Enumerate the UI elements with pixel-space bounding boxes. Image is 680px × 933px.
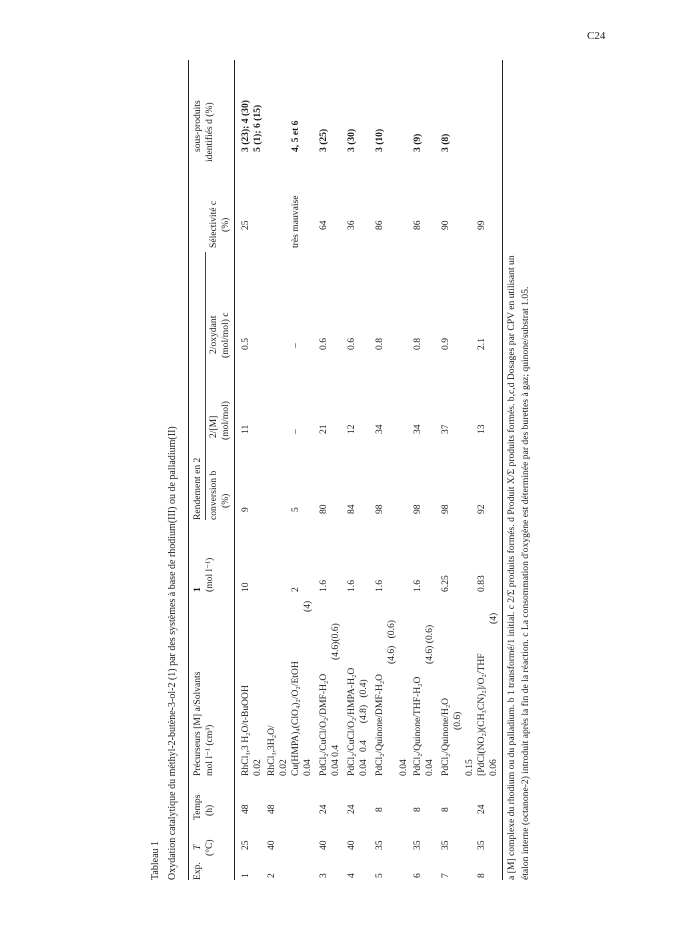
cell-conversion: 84: [346, 504, 357, 514]
header-oxydant-unit: (mol/mol) c: [220, 312, 231, 358]
cell-precurseur-conc: 0.04 0.4: [330, 744, 341, 776]
header-exp: Exp.: [192, 862, 203, 880]
header-selectivite: Sélectivité c: [208, 200, 219, 248]
cell-precurseur-conc: 0.06: [488, 759, 499, 776]
cell-conversion: 92: [476, 504, 487, 514]
cell-oxydant: 0.5: [240, 338, 251, 350]
cell-2m: 34: [412, 424, 423, 434]
cell-precurseur-conc: 0.04 0.4 (4.8) (0.4): [358, 679, 369, 776]
header-selectivite-unit: (%): [220, 217, 231, 232]
header-oxydant: 2/oxydant: [208, 315, 219, 354]
cell-precurseur: PdCl₂/Quinone/DMF-H₂O: [374, 673, 385, 776]
cell-precurseur-vol: (4): [302, 600, 313, 612]
cell-sous-produits: 4, 5 et 6: [290, 120, 301, 152]
cell-precurseur: PdCl₂/CuCl/O₂/DMF-H₂O: [318, 673, 329, 776]
cell-precurseur: [PdCl(NO₂)(CH₃CN)₂]/O₂/THF: [476, 653, 487, 776]
cell-selectivite: 25: [240, 220, 251, 230]
header-2m-unit: (mol/mol): [220, 401, 231, 440]
cell-temps: 24: [476, 804, 487, 814]
cell-precurseur-vol: (4.6) (0.6): [424, 624, 435, 664]
cell-t: 35: [412, 840, 423, 850]
cell-2m: 21: [318, 424, 329, 434]
footnote: étalon interne (octanone-2) introduit après la fin de la réaction. c La consommation d'oxygène est déterminée par des burettes à gaz; quinone/substrat 1.05.: [520, 286, 531, 880]
cell-2m: 11: [240, 424, 251, 434]
header-conversion-unit: (%): [220, 493, 231, 508]
page-number: C24: [587, 30, 606, 42]
cell-temps: 8: [412, 807, 423, 812]
cell-exp: 3: [318, 873, 329, 878]
cell-sous-produits: 3 (30): [346, 128, 357, 152]
cell-selectivite: 99: [476, 220, 487, 230]
cell-conversion: 9: [240, 507, 251, 512]
cell-one: 0.83: [476, 575, 487, 592]
header-t-unit: (°C): [204, 839, 215, 856]
cell-temps: 24: [346, 804, 357, 814]
cell-exp: 1: [240, 873, 251, 878]
header-rule: [234, 60, 235, 880]
cell-temps: 48: [240, 804, 251, 814]
cell-sous-produits: 3 (25): [318, 128, 329, 152]
cell-selectivite: 86: [374, 220, 385, 230]
cell-one: 1.6: [346, 580, 357, 592]
cell-t: 35: [440, 840, 451, 850]
cell-exp: 5: [374, 873, 385, 878]
cell-t: 35: [476, 840, 487, 850]
table-label: Tableau 1: [150, 840, 161, 880]
cell-exp: 6: [412, 873, 423, 878]
cell-temps: 8: [440, 807, 451, 812]
cell-precurseur-conc: 0.04: [302, 759, 313, 776]
cell-2m: 37: [440, 424, 451, 434]
cell-one: 6.25: [440, 575, 451, 592]
cell-precurseur: PdCl₂/CuCl/O₂/HMPA-H₂O: [346, 667, 357, 776]
header-sous-produits: sous-produits: [192, 100, 203, 152]
cell-oxydant: 0.6: [318, 338, 329, 350]
cell-selectivite: 90: [440, 220, 451, 230]
cell-conversion: 5: [290, 507, 301, 512]
cell-sous-produits: 3 (9): [412, 133, 423, 152]
cell-temps: 24: [318, 804, 329, 814]
cell-conversion: 98: [374, 504, 385, 514]
cell-oxydant: 0.6: [346, 338, 357, 350]
cell-conversion: 80: [318, 504, 329, 514]
cell-exp: 4: [346, 873, 357, 878]
table-caption: Oxydation catalytique du méthyl-2-butène-3-ol-2 (1) par des systèmes à base de rhodium(III) ou de palladium(II): [167, 426, 178, 880]
cell-temps: 48: [266, 804, 277, 814]
cell-2m: 13: [476, 424, 487, 434]
bottom-rule: [502, 60, 503, 880]
cell-one: 10: [240, 582, 251, 592]
header-temps: Temps: [192, 794, 203, 820]
rotated-table-block: [150, 60, 531, 880]
cell-t: 40: [318, 840, 329, 850]
cell-precurseur-vol: (4.6) (0.6): [386, 620, 397, 664]
cell-precurseur-conc: 0.02: [278, 759, 289, 776]
cell-2m: –: [290, 429, 301, 434]
cell-t: 25: [240, 840, 251, 850]
cell-one: 1.6: [412, 580, 423, 592]
cell-precurseur-conc: 0.02: [252, 759, 263, 776]
cell-oxydant: 0.8: [374, 338, 385, 350]
cell-exp: 2: [266, 873, 277, 878]
cell-t: 35: [374, 840, 385, 850]
cell-selectivite: 64: [318, 220, 329, 230]
cell-one: 1.6: [374, 580, 385, 592]
cell-precurseur-vol: (0.6): [452, 711, 463, 730]
cell-precurseur: RhCl₃,3H₂O/: [266, 725, 277, 776]
header-sous-produits-unit: identifiés d (%): [204, 102, 215, 162]
cell-precurseur-conc: 0.15: [464, 759, 475, 776]
header-one: 1: [192, 587, 203, 592]
cell-precurseur: RhCl₃,3 H₂O/t-BuOOH: [240, 685, 251, 776]
cell-exp: 7: [440, 873, 451, 878]
top-rule: [188, 60, 189, 880]
header-rendement: Rendement en 2: [192, 457, 203, 520]
cell-2m: 34: [374, 424, 385, 434]
cell-precurseur: PdCl₂/Quinone/THF-H₂O: [412, 676, 423, 776]
cell-precurseur-vol: (4.6)(0.6): [330, 623, 341, 660]
cell-oxydant: 2.1: [476, 338, 487, 350]
cell-sous-produits: 3 (23); 4 (30): [240, 100, 251, 152]
cell-precurseur-vol: (4): [488, 612, 499, 624]
cell-precurseur-conc: 0.04: [424, 759, 435, 776]
cell-selectivite: très mauvaise: [290, 195, 301, 248]
cell-t: 40: [266, 840, 277, 850]
cell-temps: 8: [374, 807, 385, 812]
cell-one: 2: [290, 587, 301, 592]
cell-selectivite: 36: [346, 220, 357, 230]
cell-selectivite: 86: [412, 220, 423, 230]
cell-precurseur: Cu(HMPA)₄(ClO₄)₂/O₂/EtOH: [290, 661, 301, 776]
cell-t: 40: [346, 840, 357, 850]
header-t: T: [192, 844, 203, 850]
cell-sous-produits: 3 (10): [374, 128, 385, 152]
header-precurseurs-unit: mol l⁻¹ (cm³): [204, 724, 215, 776]
header-precurseurs: Précurseurs [M] a/Solvants: [192, 671, 203, 776]
header-conversion: conversion b: [208, 470, 219, 520]
cell-2m: 12: [346, 424, 357, 434]
cell-exp: 8: [476, 873, 487, 878]
cell-oxydant: –: [290, 343, 301, 348]
cell-sous-produits-2: 5 (1); 6 (15): [252, 104, 263, 152]
cell-conversion: 98: [440, 504, 451, 514]
footnote: a [M] complexe du rhodium ou du palladium. b 1 transformé/1 initial. c 2/Σ produits formés. d Produit X/Σ produits formés. b,c,d Dosages par CPV en utilisant un: [506, 255, 517, 880]
header-2m: 2/[M]: [208, 415, 219, 438]
cell-precurseur: PdCl₂/Quinone/H₂O: [440, 697, 451, 776]
cell-one: 1.6: [318, 580, 329, 592]
cell-conversion: 98: [412, 504, 423, 514]
cell-sous-produits: 3 (8): [440, 133, 451, 152]
header-temps-unit: (h): [204, 804, 215, 816]
group-rule: [205, 252, 206, 520]
cell-precurseur-conc: 0.04: [398, 759, 409, 776]
cell-oxydant: 0.8: [412, 338, 423, 350]
cell-oxydant: 0.9: [440, 338, 451, 350]
header-one-unit: (mol l⁻¹): [204, 557, 215, 592]
